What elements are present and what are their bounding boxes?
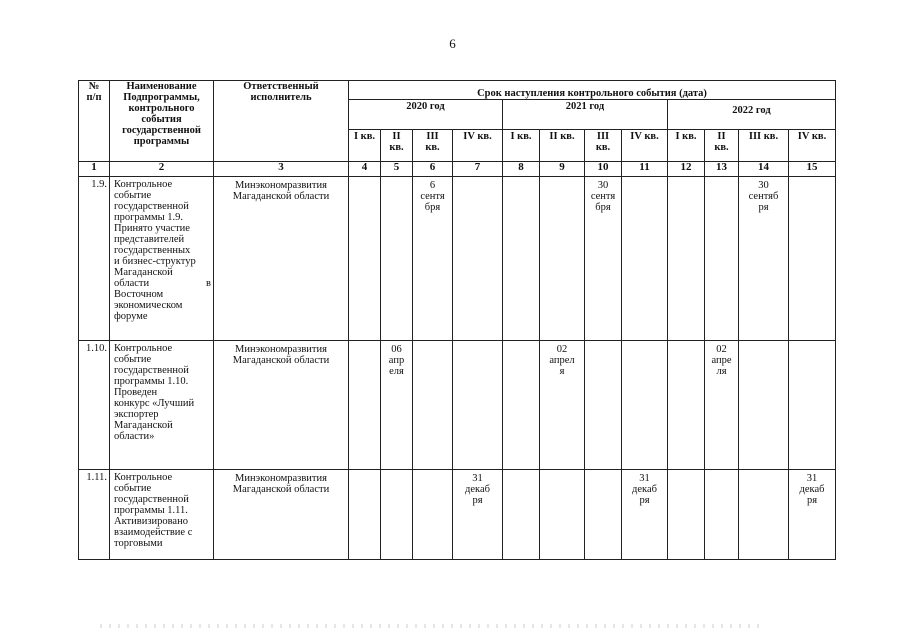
- header-year-2022: 2022 год: [668, 100, 836, 130]
- deadline-date-line: 31: [639, 473, 650, 484]
- header-quarter-label: кв.: [714, 142, 729, 154]
- header-year-2020: 2020 год: [349, 100, 503, 130]
- executor-line: Магаданской области: [232, 191, 330, 203]
- deadline-date-line: ря: [472, 495, 483, 507]
- header-quarter-label: IV кв.: [463, 131, 492, 142]
- table-row: [79, 341, 836, 470]
- column-number-9: 9: [540, 162, 585, 177]
- header-quarter-label: II кв.: [549, 131, 575, 142]
- header-quarter-1: [349, 130, 381, 162]
- executor-line: Магаданской области: [232, 484, 330, 496]
- event-name-line: государственной: [114, 494, 189, 506]
- header-name-line: контрольного: [128, 103, 195, 115]
- header-executor-line: Ответственный: [243, 81, 319, 92]
- deadline-cell-12: [668, 470, 705, 560]
- executor-line: Минэкономразвития: [235, 344, 327, 355]
- header-quarter-label: IV кв.: [630, 131, 659, 142]
- header-quarter-label: III кв.: [748, 131, 779, 142]
- event-name-line: Контрольное: [114, 179, 173, 190]
- row-number: 1.9.: [79, 177, 110, 341]
- deadline-cell-7: [453, 177, 503, 341]
- deadline-cell-15: [789, 341, 836, 470]
- event-name-line: событие: [114, 190, 152, 202]
- header-num-line: п/п: [86, 92, 102, 104]
- deadline-cell-11: [622, 177, 668, 341]
- header-quarter-3: [413, 130, 453, 162]
- event-name-line: программы 1.9.: [114, 212, 184, 224]
- deadline-cell-12: [668, 177, 705, 341]
- deadline-cell-14: [739, 177, 789, 341]
- deadline-date-line: ля: [716, 366, 727, 378]
- header-quarter-label: III: [426, 131, 439, 142]
- executor-line: Минэкономразвития: [235, 180, 327, 191]
- deadline-cell-8: [503, 341, 540, 470]
- event-name-word: области: [114, 278, 150, 290]
- header-quarter-label: кв.: [595, 142, 611, 154]
- executor-line: Магаданской области: [232, 355, 330, 367]
- deadline-cell-9: [540, 341, 585, 470]
- deadline-date-line: ря: [758, 202, 769, 214]
- deadline-cell-4: [349, 341, 381, 470]
- column-number-4: 4: [349, 162, 381, 177]
- event-name-word: в: [206, 278, 211, 290]
- column-number-10: 10: [585, 162, 622, 177]
- deadline-date-line: 31: [472, 473, 483, 484]
- table-row: [79, 470, 836, 560]
- deadline-date-line: сентяб: [748, 191, 779, 203]
- scan-noise: [100, 624, 760, 628]
- event-name-line: представителей: [114, 234, 185, 246]
- event-name-line: Проведен: [114, 387, 158, 399]
- deadline-cell-6: [413, 177, 453, 341]
- deadline-cell-15: [789, 470, 836, 560]
- column-number-2: 2: [110, 162, 214, 177]
- deadline-date-line: бря: [424, 202, 441, 214]
- executor: [214, 470, 349, 560]
- deadline-cell-9: [540, 470, 585, 560]
- event-name-line: конкурс «Лучший: [114, 398, 195, 410]
- event-name: [110, 177, 214, 341]
- deadline-cell-13: [705, 341, 739, 470]
- header-name-line: Наименование: [126, 81, 197, 92]
- column-number-6: 6: [413, 162, 453, 177]
- event-name-line: форуме: [114, 311, 148, 323]
- event-name-line: Контрольное: [114, 472, 173, 483]
- column-number-13: 13: [705, 162, 739, 177]
- header-quarter-label: II: [717, 131, 726, 142]
- header-quarter-label: III: [596, 131, 610, 142]
- deadline-cell-5: [381, 341, 413, 470]
- column-number-11: 11: [622, 162, 668, 177]
- column-number-1: 1: [79, 162, 110, 177]
- deadline-date-line: 6: [429, 180, 436, 191]
- header-quarter-12: [789, 130, 836, 162]
- header-executor: [214, 81, 349, 162]
- header-name: [110, 81, 214, 162]
- event-name-line: и бизнес-структур: [114, 256, 196, 268]
- header-quarter-7: [585, 130, 622, 162]
- column-number-5: 5: [381, 162, 413, 177]
- header-quarter-label: I кв.: [353, 131, 376, 142]
- deadline-cell-14: [739, 470, 789, 560]
- column-number-15: 15: [789, 162, 836, 177]
- deadline-date-line: сентя: [590, 191, 616, 203]
- deadline-cell-13: [705, 177, 739, 341]
- header-quarter-label: II: [392, 131, 401, 142]
- event-name-line: экспортер: [114, 409, 159, 421]
- header-quarter-label: I кв.: [510, 131, 532, 142]
- deadline-date-line: ря: [639, 495, 650, 507]
- deadline-cell-11: [622, 341, 668, 470]
- header-quarter-5: [503, 130, 540, 162]
- event-name-line: событие: [114, 483, 152, 495]
- control-events-table: [78, 80, 836, 560]
- row-number: 1.11.: [79, 470, 110, 560]
- event-name-line: взаимодействие с: [114, 527, 193, 539]
- deadline-cell-8: [503, 470, 540, 560]
- header-num-line: №: [88, 81, 100, 92]
- deadline-cell-7: [453, 470, 503, 560]
- executor-line: Минэкономразвития: [235, 473, 327, 484]
- deadline-date-line: апре: [711, 355, 732, 367]
- deadline-cell-10: [585, 470, 622, 560]
- deadline-cell-10: [585, 341, 622, 470]
- event-name-line: Принято участие: [114, 223, 190, 235]
- header-quarter-4: [453, 130, 503, 162]
- deadline-cell-14: [739, 341, 789, 470]
- event-name-line: событие: [114, 354, 152, 366]
- deadline-cell-5: [381, 470, 413, 560]
- event-name-line: программы 1.10.: [114, 376, 189, 388]
- deadline-cell-4: [349, 177, 381, 341]
- deadline-date-line: 02: [716, 344, 727, 355]
- header-deadline: Срок наступления контрольного события (дата): [349, 81, 836, 100]
- event-name-line: Контрольное: [114, 343, 173, 354]
- deadline-date-line: 31: [806, 473, 818, 484]
- event-name-line: программы 1.11.: [114, 505, 188, 517]
- deadline-date-line: апр: [388, 355, 405, 367]
- deadline-cell-11: [622, 470, 668, 560]
- header-quarter-6: [540, 130, 585, 162]
- deadline-date-line: я: [559, 366, 565, 378]
- header-num: [79, 81, 110, 162]
- deadline-cell-6: [413, 341, 453, 470]
- deadline-cell-9: [540, 177, 585, 341]
- deadline-date-line: ря: [806, 495, 818, 507]
- deadline-cell-10: [585, 177, 622, 341]
- deadline-cell-13: [705, 470, 739, 560]
- column-number-7: 7: [453, 162, 503, 177]
- deadline-date-line: еля: [389, 366, 404, 378]
- deadline-date-line: 06: [391, 344, 402, 355]
- event-name-line: торговыми: [114, 538, 163, 550]
- header-quarter-label: I кв.: [675, 131, 697, 142]
- deadline-date-line: декаб: [632, 484, 657, 496]
- deadline-cell-6: [413, 470, 453, 560]
- deadline-cell-8: [503, 177, 540, 341]
- event-name-line: Активизировано: [114, 516, 188, 528]
- deadline-date-line: декаб: [799, 484, 825, 496]
- event-name-line: Магаданской: [114, 267, 173, 279]
- header-name-line: государственной: [122, 125, 201, 137]
- header-quarter-label: IV кв.: [797, 131, 827, 142]
- event-name-line: государственной: [114, 365, 189, 377]
- header-name-line: события: [141, 114, 182, 126]
- column-number-8: 8: [503, 162, 540, 177]
- column-number-12: 12: [668, 162, 705, 177]
- header-quarter-2: [381, 130, 413, 162]
- event-name-line: Магаданской: [114, 420, 173, 432]
- header-quarter-10: [705, 130, 739, 162]
- header-quarter-11: [739, 130, 789, 162]
- deadline-cell-12: [668, 341, 705, 470]
- event-name-line: экономическом: [114, 300, 183, 312]
- header-quarter-8: [622, 130, 668, 162]
- event-name-line: Восточном: [114, 289, 164, 301]
- event-name: [110, 341, 214, 470]
- event-name-line: [114, 278, 211, 289]
- deadline-cell-4: [349, 470, 381, 560]
- page-number: 6: [449, 36, 456, 51]
- column-number-3: 3: [214, 162, 349, 177]
- deadline-date-line: апрел: [549, 355, 575, 367]
- column-number-14: 14: [739, 162, 789, 177]
- event-name-line: области»: [114, 431, 155, 443]
- header-quarter-label: кв.: [389, 142, 404, 154]
- header-name-line: Подпрограммы,: [123, 92, 200, 104]
- event-name-line: государственной: [114, 201, 189, 213]
- header-quarter-label: кв.: [425, 142, 440, 154]
- header-year-2021: 2021 год: [503, 100, 668, 130]
- deadline-date-line: 30: [758, 180, 769, 191]
- deadline-cell-5: [381, 177, 413, 341]
- table-row: [79, 177, 836, 341]
- deadline-date-line: сентя: [420, 191, 445, 203]
- event-name: [110, 470, 214, 560]
- deadline-date-line: 30: [597, 180, 609, 191]
- deadline-date-line: 02: [556, 344, 568, 355]
- header-name-line: программы: [133, 136, 190, 148]
- executor: [214, 177, 349, 341]
- deadline-cell-15: [789, 177, 836, 341]
- executor: [214, 341, 349, 470]
- row-number: 1.10.: [79, 341, 110, 470]
- deadline-date-line: бря: [595, 202, 611, 214]
- header-quarter-9: [668, 130, 705, 162]
- header-executor-line: исполнитель: [250, 92, 312, 104]
- deadline-cell-7: [453, 341, 503, 470]
- event-name-line: государственных: [114, 245, 191, 257]
- deadline-date-line: декаб: [465, 484, 490, 496]
